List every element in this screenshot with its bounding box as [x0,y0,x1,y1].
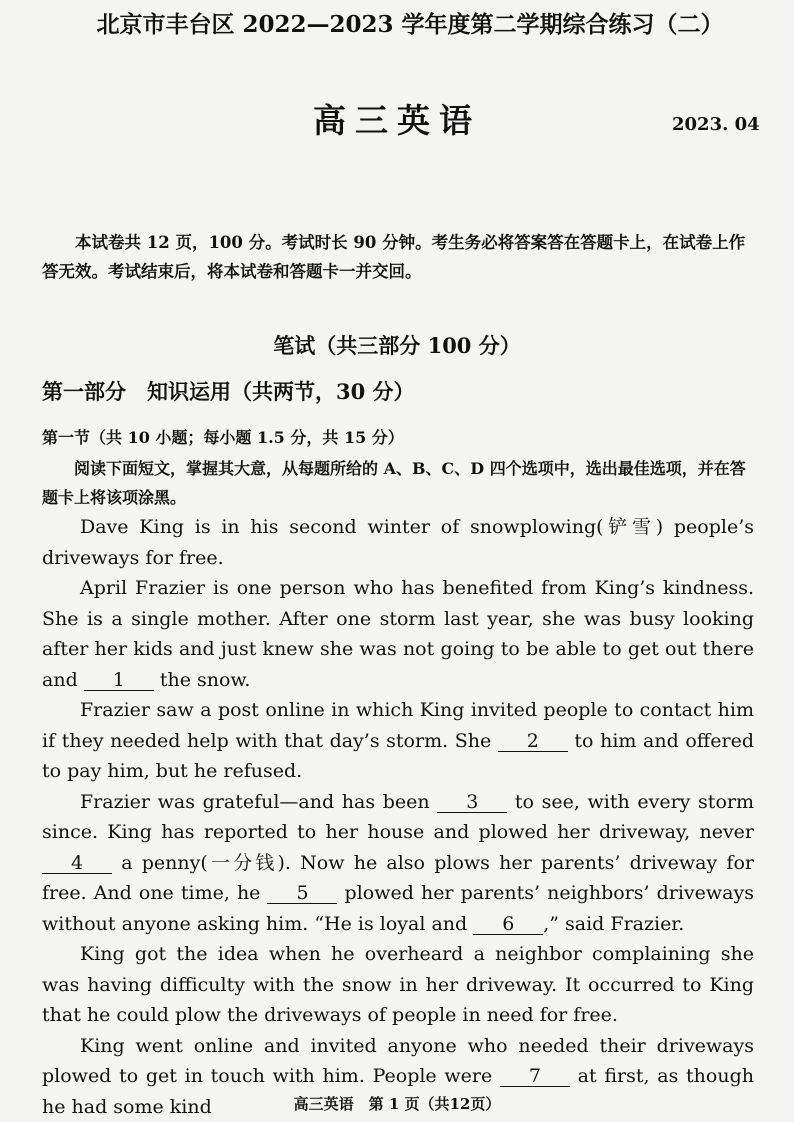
blank-3: 3 [437,793,507,813]
passage-text: the snow. [153,668,251,691]
passage-text: at first, as though he had some kind [42,1065,754,1118]
passage-text: plowed her parents’ neighbors’ driveways without anyone asking him. “He is loyal and [42,882,754,935]
passage-paragraph-5 [42,939,754,1031]
passage-text: King got the idea when he overheard a neighbor complaining she was having difficulty with the snow in her driveway. It occurred to King that he could plow the driveways of people in need for free. [42,943,754,1026]
exam-date: 2023. 04 [672,114,760,135]
passage-paragraph-2 [42,573,754,695]
passage-text: a penny(一分钱). Now he also plows her parents’ driveway for free. And one time, he [42,851,754,904]
exam-title: 北京市丰台区 2022—2023 学年度第二学期综合练习（二） [96,11,724,38]
passage-paragraph-3 [42,695,754,787]
passage-paragraph-1 [42,512,754,573]
cloze-passage [42,512,754,1122]
blank-4: 4 [42,854,112,874]
passage-text: April Frazier is one person who has benefited from King’s kindness. She is a single mother. After one storm last year, she was busy looking after her kids and just knew she was not going to be able to get out there and [42,577,754,691]
passage-text: ,” said Frazier. [543,912,685,935]
passage-text: King went online and invited anyone who needed their driveways plowed to get in touch with him. People were [42,1034,754,1087]
part1-heading: 第一部分 知识运用（共两节，30 分） [42,379,415,404]
passage-text: to him and offered to pay him, but he refused. [42,729,754,782]
blank-2: 2 [498,732,568,752]
passage-text: to see, with every storm since. King has reported to her house and plowed her driveway, never [42,790,754,843]
page-footer: 高三英语 第 1 页（共12页） [293,1095,501,1113]
blank-7: 7 [500,1067,570,1087]
blank-5: 5 [267,884,337,904]
section1-heading: 第一节（共 10 小题；每小题 1.5 分，共 15 分） [42,428,404,447]
passage-text: Frazier saw a post online in which King invited people to contact him if they needed help with that day’s storm. She [42,699,754,752]
passage-text: Dave King is in his second winter of snowplowing(铲雪) people’s driveways for free. [42,516,754,569]
blank-1: 1 [84,671,154,691]
passage-paragraph-4 [42,787,754,940]
blank-6: 6 [473,915,543,935]
section1-instructions: 阅读下面短文，掌握其大意，从每题所给的 A、B、C、D 四个选项中，选出最佳选项，并在答题卡上将该项涂黑。 [42,459,746,507]
exam-instructions: 本试卷共 12 页，100 分。考试时长 90 分钟。考生务必将答案答在答题卡上，在试卷上作答无效。考试结束后，将本试卷和答题卡一并交回。 [42,233,746,281]
subject-title: 高三英语 [313,101,481,140]
passage-text: Frazier was grateful—and has been [80,790,438,813]
written-test-heading: 笔试（共三部分 100 分） [273,333,521,358]
